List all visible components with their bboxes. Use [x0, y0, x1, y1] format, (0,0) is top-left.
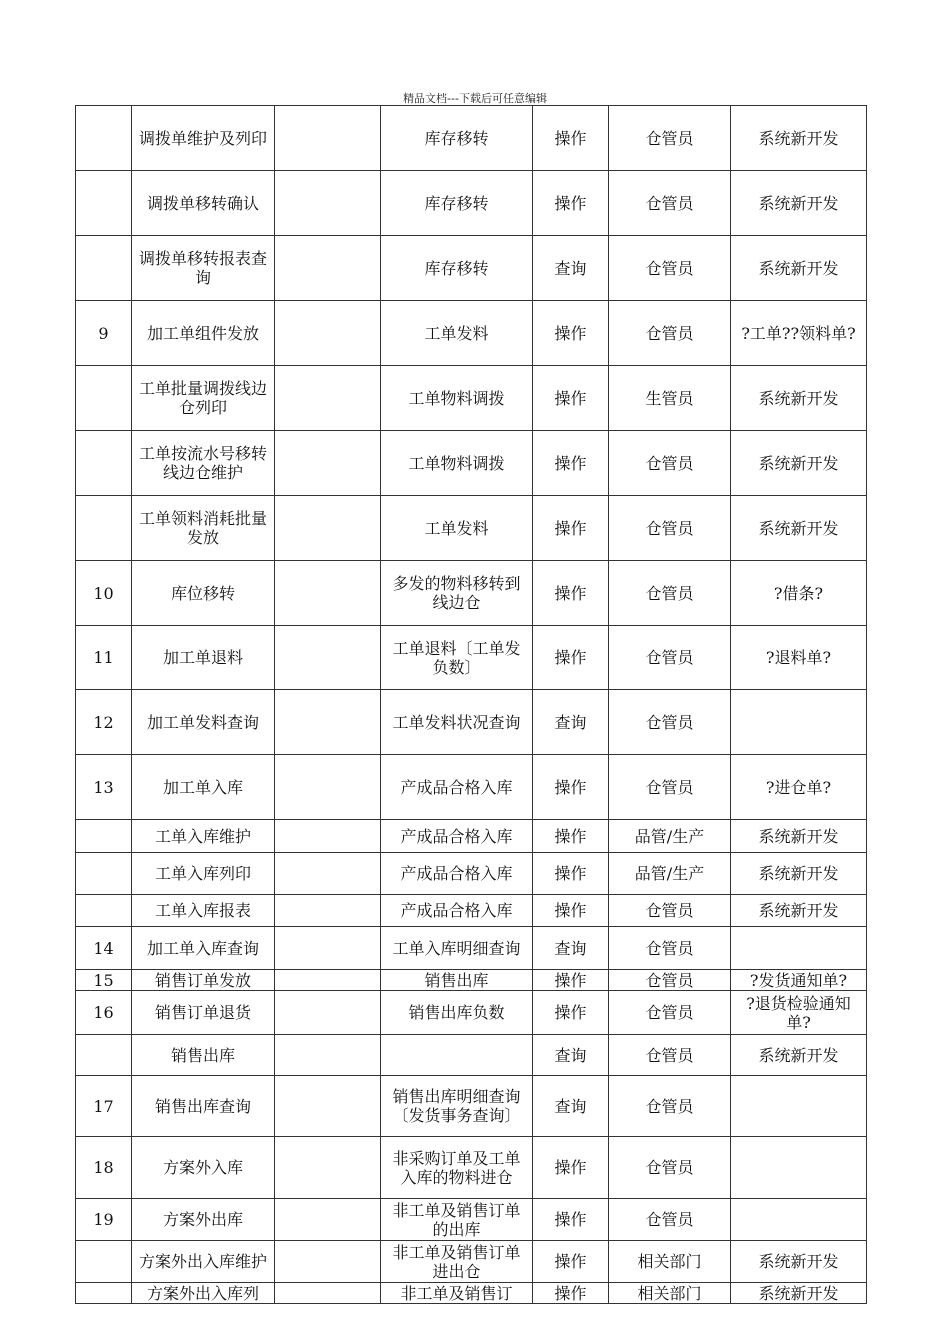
- operation-type: 查询: [533, 236, 609, 301]
- responsible-role: 仓管员: [609, 1137, 731, 1199]
- blank-cell: [275, 895, 381, 927]
- blank-cell: [275, 626, 381, 690]
- operation-type: 操作: [533, 106, 609, 171]
- function-name: 工单批量调拨线边仓列印: [132, 366, 275, 431]
- blank-cell: [275, 1241, 381, 1283]
- remark: [731, 927, 867, 970]
- remark: 系统新开发: [731, 1241, 867, 1283]
- remark: [731, 1137, 867, 1199]
- responsible-role: 仓管员: [609, 106, 731, 171]
- table-row: [76, 755, 867, 820]
- blank-cell: [275, 820, 381, 853]
- operation-type: 操作: [533, 755, 609, 820]
- responsible-role: 仓管员: [609, 970, 731, 991]
- function-name: 加工单退料: [132, 626, 275, 690]
- module-name: 库存移转: [381, 236, 533, 301]
- module-name: 工单物料调拨: [381, 366, 533, 431]
- remark: 系统新开发: [731, 236, 867, 301]
- function-name: 工单领料消耗批量发放: [132, 496, 275, 561]
- module-name: 工单入库明细查询: [381, 927, 533, 970]
- function-name: 工单入库报表: [132, 895, 275, 927]
- remark: 系统新开发: [731, 1283, 867, 1304]
- module-name: 产成品合格入库: [381, 853, 533, 895]
- table-row: [76, 1283, 867, 1304]
- blank-cell: [275, 171, 381, 236]
- blank-cell: [275, 1199, 381, 1241]
- module-name: 工单发料: [381, 496, 533, 561]
- blank-cell: [275, 561, 381, 626]
- module-name: 非采购订单及工单入库的物料进仓: [381, 1137, 533, 1199]
- table-row: [76, 970, 867, 991]
- blank-cell: [275, 366, 381, 431]
- row-number: 17: [76, 1076, 132, 1137]
- blank-cell: [275, 927, 381, 970]
- responsible-role: 品管/生产: [609, 853, 731, 895]
- module-name: 非工单及销售订单进出仓: [381, 1241, 533, 1283]
- function-name: 方案外出入库列: [132, 1283, 275, 1304]
- row-number: [76, 106, 132, 171]
- blank-cell: [275, 106, 381, 171]
- remark: ?退货检验通知单?: [731, 991, 867, 1035]
- operation-type: 操作: [533, 1283, 609, 1304]
- blank-cell: [275, 1283, 381, 1304]
- remark: 系统新开发: [731, 171, 867, 236]
- blank-cell: [275, 236, 381, 301]
- responsible-role: 仓管员: [609, 927, 731, 970]
- row-number: [76, 366, 132, 431]
- module-name: 工单物料调拨: [381, 431, 533, 496]
- table-row: [76, 626, 867, 690]
- row-number: 13: [76, 755, 132, 820]
- function-name: 调拨单维护及列印: [132, 106, 275, 171]
- responsible-role: 仓管员: [609, 690, 731, 755]
- blank-cell: [275, 496, 381, 561]
- blank-cell: [275, 431, 381, 496]
- row-number: [76, 171, 132, 236]
- function-name: 方案外出库: [132, 1199, 275, 1241]
- module-name: 产成品合格入库: [381, 820, 533, 853]
- remark: ?发货通知单?: [731, 970, 867, 991]
- remark: [731, 1199, 867, 1241]
- blank-cell: [275, 853, 381, 895]
- module-name: 非工单及销售订单的出库: [381, 1199, 533, 1241]
- row-number: [76, 853, 132, 895]
- function-name: 调拨单移转报表查询: [132, 236, 275, 301]
- remark: 系统新开发: [731, 895, 867, 927]
- blank-cell: [275, 1076, 381, 1137]
- table-row: [76, 820, 867, 853]
- module-name: 产成品合格入库: [381, 895, 533, 927]
- responsible-role: 仓管员: [609, 431, 731, 496]
- operation-type: 操作: [533, 301, 609, 366]
- function-name: 加工单入库: [132, 755, 275, 820]
- row-number: [76, 496, 132, 561]
- table-row: [76, 1199, 867, 1241]
- function-name: 方案外入库: [132, 1137, 275, 1199]
- function-name: 销售出库: [132, 1035, 275, 1076]
- responsible-role: 仓管员: [609, 626, 731, 690]
- row-number: [76, 1283, 132, 1304]
- responsible-role: 仓管员: [609, 755, 731, 820]
- row-number: [76, 236, 132, 301]
- table-row: [76, 991, 867, 1035]
- responsible-role: 仓管员: [609, 561, 731, 626]
- responsible-role: 相关部门: [609, 1241, 731, 1283]
- operation-type: 查询: [533, 1076, 609, 1137]
- table-row: [76, 690, 867, 755]
- row-number: 18: [76, 1137, 132, 1199]
- function-name: 销售订单退货: [132, 991, 275, 1035]
- operation-type: 操作: [533, 1241, 609, 1283]
- row-number: 16: [76, 991, 132, 1035]
- table-row: [76, 431, 867, 496]
- operation-type: 操作: [533, 366, 609, 431]
- table-row: [76, 1137, 867, 1199]
- table-row: [76, 301, 867, 366]
- table-row: [76, 171, 867, 236]
- function-name: 销售出库查询: [132, 1076, 275, 1137]
- table-row: [76, 1076, 867, 1137]
- module-name: 销售出库明细查询〔发货事务查询〕: [381, 1076, 533, 1137]
- function-name: 销售订单发放: [132, 970, 275, 991]
- row-number: [76, 1241, 132, 1283]
- operation-type: 操作: [533, 853, 609, 895]
- responsible-role: 仓管员: [609, 301, 731, 366]
- remark: 系统新开发: [731, 1035, 867, 1076]
- blank-cell: [275, 1035, 381, 1076]
- operation-type: 查询: [533, 927, 609, 970]
- table-row: [76, 853, 867, 895]
- operation-type: 操作: [533, 970, 609, 991]
- row-number: [76, 431, 132, 496]
- table-row: [76, 496, 867, 561]
- inventory-function-table: [75, 105, 867, 1304]
- responsible-role: 相关部门: [609, 1283, 731, 1304]
- remark: 系统新开发: [731, 853, 867, 895]
- blank-cell: [275, 970, 381, 991]
- table-row: [76, 366, 867, 431]
- table-row: [76, 106, 867, 171]
- operation-type: 操作: [533, 431, 609, 496]
- blank-cell: [275, 755, 381, 820]
- responsible-role: 仓管员: [609, 171, 731, 236]
- operation-type: 操作: [533, 626, 609, 690]
- module-name: 工单退料〔工单发负数〕: [381, 626, 533, 690]
- remark: 系统新开发: [731, 431, 867, 496]
- remark: 系统新开发: [731, 820, 867, 853]
- function-name: 工单入库列印: [132, 853, 275, 895]
- operation-type: 操作: [533, 1137, 609, 1199]
- module-name: 工单发料: [381, 301, 533, 366]
- function-name: 加工单发料查询: [132, 690, 275, 755]
- responsible-role: 仓管员: [609, 1035, 731, 1076]
- document-header: 精品文档---下载后可任意编辑: [403, 92, 547, 105]
- responsible-role: 仓管员: [609, 496, 731, 561]
- function-name: 工单入库维护: [132, 820, 275, 853]
- responsible-role: 仓管员: [609, 991, 731, 1035]
- operation-type: 操作: [533, 171, 609, 236]
- operation-type: 操作: [533, 1199, 609, 1241]
- module-name: 库存移转: [381, 171, 533, 236]
- operation-type: 操作: [533, 895, 609, 927]
- responsible-role: 仓管员: [609, 1076, 731, 1137]
- table-row: [76, 561, 867, 626]
- function-name: 工单按流水号移转线边仓维护: [132, 431, 275, 496]
- row-number: [76, 895, 132, 927]
- table-row: [76, 895, 867, 927]
- row-number: 14: [76, 927, 132, 970]
- module-name: [381, 1035, 533, 1076]
- function-name: 加工单入库查询: [132, 927, 275, 970]
- remark: 系统新开发: [731, 366, 867, 431]
- module-name: 工单发料状况查询: [381, 690, 533, 755]
- blank-cell: [275, 301, 381, 366]
- operation-type: 查询: [533, 690, 609, 755]
- function-name: 加工单组件发放: [132, 301, 275, 366]
- module-name: 库存移转: [381, 106, 533, 171]
- remark: ?工单??领料单?: [731, 301, 867, 366]
- module-name: 销售出库负数: [381, 991, 533, 1035]
- remark: ?退料单?: [731, 626, 867, 690]
- module-name: 多发的物料移转到线边仓: [381, 561, 533, 626]
- blank-cell: [275, 1137, 381, 1199]
- remark: [731, 1076, 867, 1137]
- blank-cell: [275, 690, 381, 755]
- operation-type: 操作: [533, 496, 609, 561]
- operation-type: 操作: [533, 991, 609, 1035]
- blank-cell: [275, 991, 381, 1035]
- table-row: [76, 236, 867, 301]
- responsible-role: 生管员: [609, 366, 731, 431]
- operation-type: 查询: [533, 1035, 609, 1076]
- remark: 系统新开发: [731, 106, 867, 171]
- table-row: [76, 1241, 867, 1283]
- row-number: 10: [76, 561, 132, 626]
- remark: ?借条?: [731, 561, 867, 626]
- module-name: 销售出库: [381, 970, 533, 991]
- responsible-role: 仓管员: [609, 895, 731, 927]
- row-number: 19: [76, 1199, 132, 1241]
- responsible-role: 仓管员: [609, 236, 731, 301]
- operation-type: 操作: [533, 561, 609, 626]
- table-row: [76, 1035, 867, 1076]
- row-number: 15: [76, 970, 132, 991]
- remark: ?进仓单?: [731, 755, 867, 820]
- row-number: [76, 820, 132, 853]
- responsible-role: 仓管员: [609, 1199, 731, 1241]
- function-name: 调拨单移转确认: [132, 171, 275, 236]
- row-number: 12: [76, 690, 132, 755]
- function-name: 库位移转: [132, 561, 275, 626]
- row-number: 11: [76, 626, 132, 690]
- remark: [731, 690, 867, 755]
- module-name: 产成品合格入库: [381, 755, 533, 820]
- row-number: [76, 1035, 132, 1076]
- module-name: 非工单及销售订: [381, 1283, 533, 1304]
- function-name: 方案外出入库维护: [132, 1241, 275, 1283]
- operation-type: 操作: [533, 820, 609, 853]
- responsible-role: 品管/生产: [609, 820, 731, 853]
- row-number: 9: [76, 301, 132, 366]
- table-row: [76, 927, 867, 970]
- remark: 系统新开发: [731, 496, 867, 561]
